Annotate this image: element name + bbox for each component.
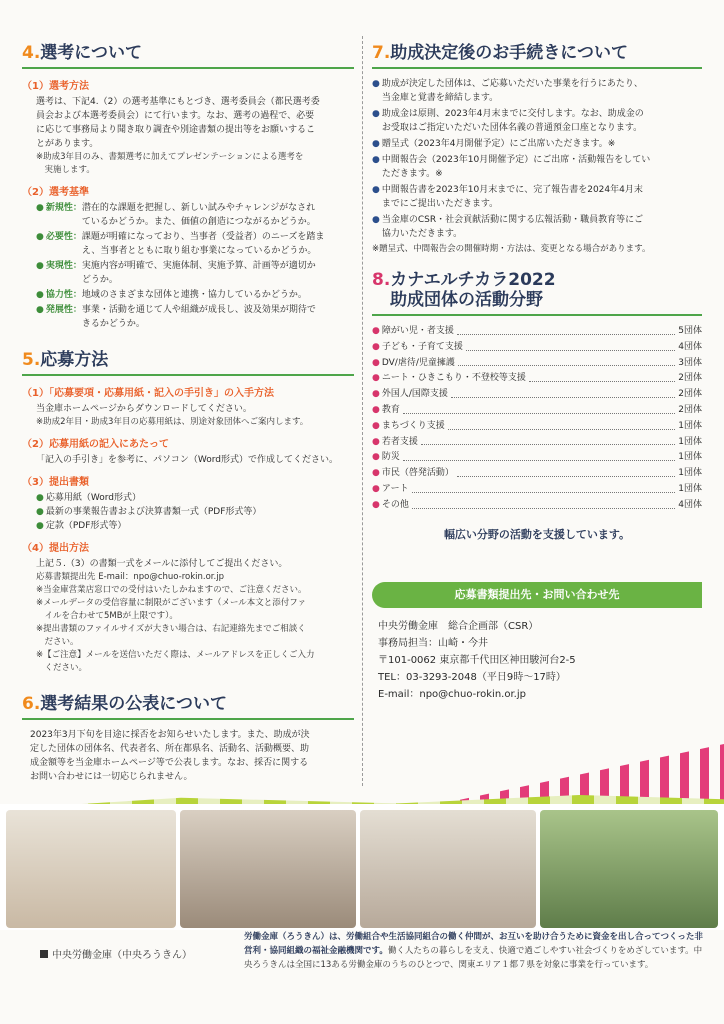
activity-row: ● 防災 1団体	[372, 452, 702, 463]
selection-method-note: ※助成3年目のみ、書類選考に加えてプレゼンテーションによる選考を 実施します。	[36, 152, 304, 175]
criteria-item: ● 新規性： 潜在的な課題を把握し、新しい試みやチャレンジがなされ ているかどうか。また、価値の創造につながるかどうか。	[36, 203, 316, 227]
document-item: ● 応募用紙（Word形式）	[36, 493, 141, 503]
selection-method-title: （1）選考方法	[22, 81, 89, 92]
document-item: ● 最新の事業報告書および決算書類一式（PDF形式等）	[36, 507, 262, 517]
right-column	[372, 38, 702, 703]
fill-forms-title: （2）応募用紙の記入にあたって	[22, 439, 169, 450]
activity-row: ● アート 1団体	[372, 483, 702, 494]
contact-email[interactable]: E-mail：npo@chuo-rokin.or.jp	[378, 688, 526, 700]
procedure-item: ● 助成が決定した団体は、ご応募いただいた事業を行うにあたり、 当金庫と覚書を締結します。	[372, 79, 643, 103]
procedure-item: ● 中間報告会（2023年10月開催予定）にご出席・活動報告をしてい ただきます。※	[372, 155, 651, 179]
procedure-item: ● 贈呈式（2023年4月開催予定）にご出席いただきます。※	[372, 139, 616, 149]
activity-row: ● その他 4団体	[372, 499, 702, 510]
procedure-item: ● 助成金は原則、2023年4月末までに交付します。なお、助成金の お受取はご指定いただいた団体名義の普通預金口座となります。	[372, 109, 644, 133]
activity-row: ● 子ども・子育て支援 4団体	[372, 341, 702, 352]
procedure-item: ● 中間報告書を2023年10月末までに、完了報告書を2024年4月末 までにご提出いただきます。	[372, 185, 643, 209]
document-item: ● 定款（PDF形式等）	[36, 521, 127, 531]
contact-org: 中央労働金庫 総合企画部（CSR）	[378, 620, 539, 632]
contact-tel[interactable]: TEL：03-3293-2048（平日9時〜17時）	[378, 671, 566, 683]
activity-row: ● 市民（啓発活動） 1団体	[372, 468, 702, 479]
documents-title: （3）提出書類	[22, 477, 89, 488]
activity-table	[372, 324, 702, 514]
contact-info	[372, 618, 702, 703]
support-message: 幅広い分野の活動を支援しています。	[443, 527, 631, 541]
obtain-forms-note: ※助成2年目・助成3年目の応募用紙は、別途対象団体へご案内します。	[36, 417, 309, 427]
activity-row: ● まちづくり支援 1団体	[372, 420, 702, 431]
activity-row: ● 障がい児・者支援 5団体	[372, 326, 702, 336]
selection-criteria-title: （2）選考基準	[22, 187, 89, 198]
activity-row: ● 外国人/国際支援 2団体	[372, 389, 702, 400]
left-column	[22, 38, 354, 784]
photo-staff	[6, 810, 176, 928]
criteria-item: ● 発展性： 事業・活動を通じて人や組織が成長し、波及効果が期待で きるかどうか。	[36, 305, 316, 329]
bank-name: 中央労働金庫（中央ろうきん）	[40, 946, 192, 961]
bank-description: 労働金庫（ろうきん）は、労働組合や生活協同組合の働く仲間が、お互いを助け合うために資金を出し合ってつくった非営利・協同組織の福祉金融機関です。働く人たちの暮らしを支え、快適で過ごしやすい社会づくりをめざしています。中央ろうきんは全国に13ある労働金庫のうちのひとつで、関東エリア１都７県を対象に事業を行っています。	[244, 932, 703, 970]
photo-presentation	[180, 810, 356, 928]
results-text: 2023年3月下旬を目途に採否をお知らせいたします。また、助成が決 定した団体の団体名、代表者名、所在都県名、活動名、活動概要、助 成金額等を当金庫ホームページ等で公表します。なお、採否に関する お問い合わせには一切応じられません。	[30, 730, 310, 782]
contact-staff: 事務局担当：山崎・今井	[378, 637, 488, 649]
submission-title: （4）提出方法	[22, 543, 89, 554]
section-5-heading: 5.応募方法	[22, 345, 354, 376]
procedure-note: ※贈呈式、中間報告会の開催時期・方法は、変更となる場合があります。	[372, 244, 651, 254]
section-6-heading: 6.選考結果の公表について	[22, 689, 354, 720]
photo-group	[360, 810, 536, 928]
procedure-item: ● 当金庫のCSR・社会貢献活動に関する広報活動・職員教育等にご 協力いただきます。	[372, 215, 644, 239]
criteria-item: ● 必要性： 課題が明確になっており、当事者（受益者）のニーズを踏ま え、当事者とともに取り組む事業になっているかどうか。	[36, 232, 325, 256]
criteria-item: ● 実現性： 実施内容が明確で、実施体制、実施予算、計画等が適切か どうか。	[36, 261, 316, 285]
criteria-list	[22, 201, 354, 331]
obtain-forms-title: （1）「応募要項・応募用紙・記入の手引き」の入手方法	[22, 388, 274, 399]
activity-row: ● ニート・ひきこもり・不登校等支援 2団体	[372, 373, 702, 384]
selection-method-text: 選考は、下記4.（2）の選考基準にもとづき、選考委員会（都民選考委 員会および本選考委員会）にて行います。なお、選考の過程で、必要 に応じて事務局より聞き取り調査や別途書類の提出等をお願いするこ とがあります。	[36, 97, 320, 149]
submission-email[interactable]: 応募書類提出先 E-mail：npo@chuo-rokin.or.jp	[36, 572, 224, 582]
decorative-stripes	[440, 744, 724, 804]
column-divider	[362, 36, 363, 786]
procedure-list	[372, 77, 702, 241]
activity-row: ● 若者支援 1団体	[372, 436, 702, 447]
section-7-heading: 7.助成決定後のお手続きについて	[372, 38, 702, 69]
fill-forms-text: 「記入の手引き」を参考に、パソコン（Word形式）で作成してください。	[36, 455, 338, 465]
section-4-heading: 4.選考について	[22, 38, 354, 69]
photo-outdoor	[540, 810, 718, 928]
submission-text: 上記５.（3）の書類一式をメールに添付してご提出ください。	[36, 559, 288, 569]
criteria-item: ● 協力性： 地域のさまざまな団体と連携・協力しているかどうか。	[36, 290, 307, 300]
obtain-forms-text: 当金庫ホームページからダウンロードしてください。	[36, 404, 252, 414]
contact-address: 〒101-0062 東京都千代田区神田駿河台2-5	[378, 654, 576, 666]
submission-notes: ※当金庫営業店窓口での受付はいたしかねますので、ご注意ください。 ※メールデータの受信容量に制限がございます（メール本文と添付ファ イルを合わせて5MBが上限です）。 ※提出書類のファイルサイズが大きい場合は、右記連絡先までご相談く ださい。 ※【ご注意】メールを送信いただく際は、メールアドレスを正しくご入力 ください。	[36, 585, 315, 673]
section-8-heading: 8.カナエルチカラ2022 助成団体の活動分野	[372, 270, 702, 316]
activity-row: ● 教育 2団体	[372, 404, 702, 415]
activity-row: ● DV/虐待/児童擁護 3団体	[372, 357, 702, 368]
contact-title: 応募書類提出先・お問い合わせ先	[372, 582, 702, 608]
